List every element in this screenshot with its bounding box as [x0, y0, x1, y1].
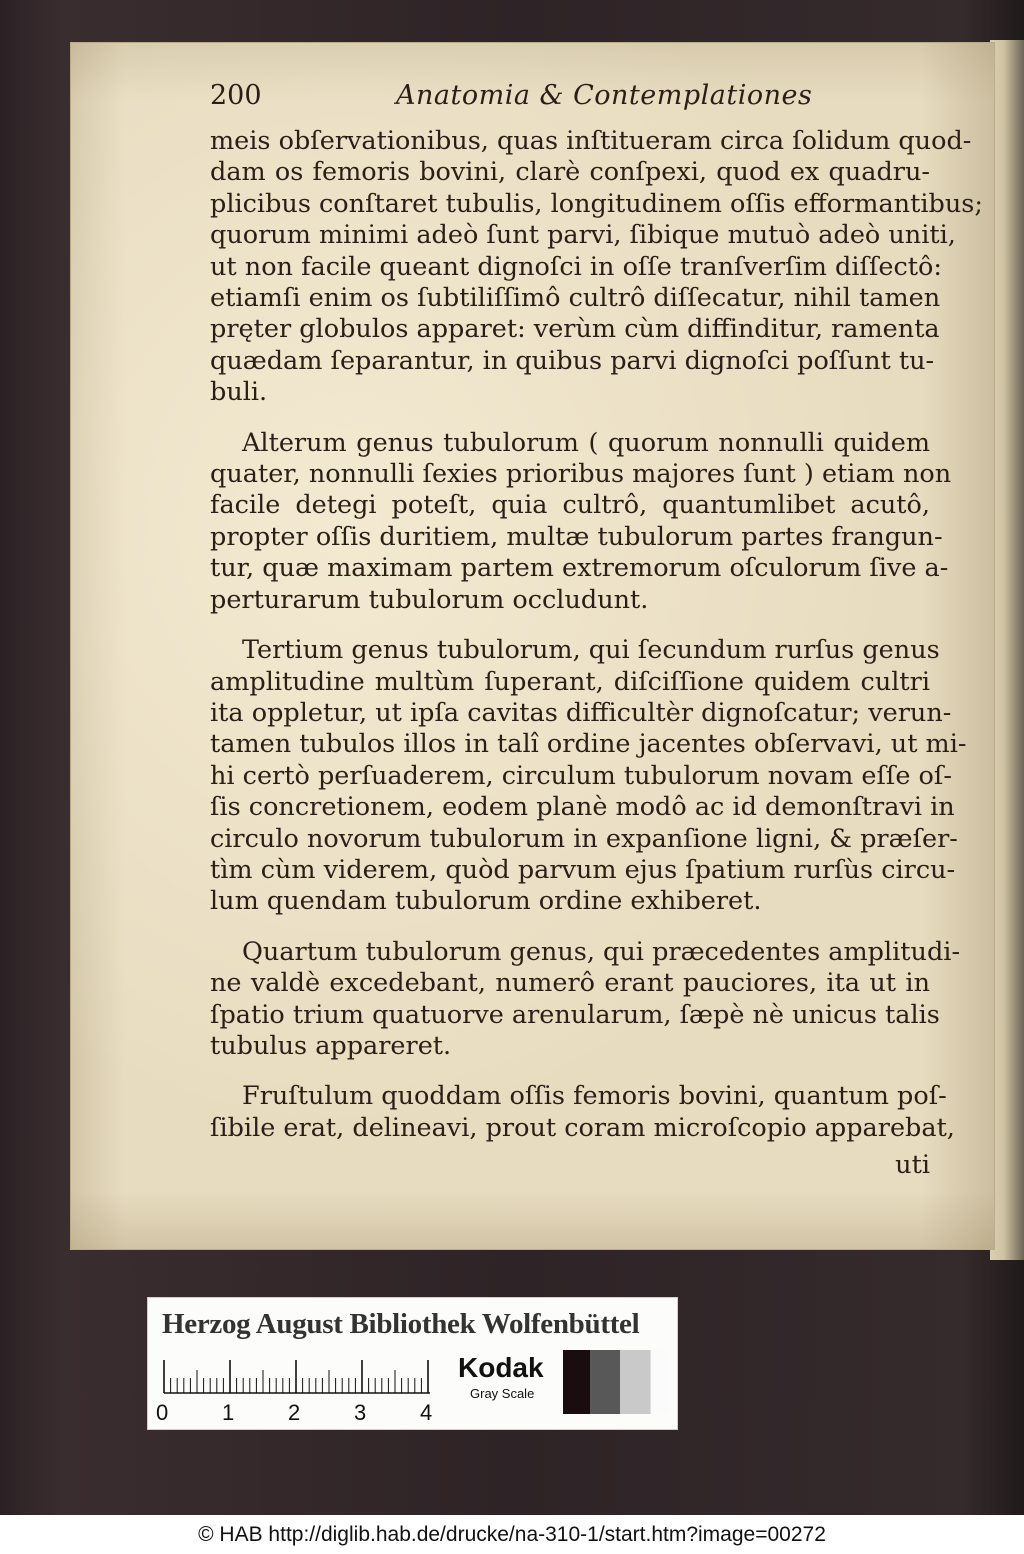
text-line: buli. [210, 377, 268, 408]
paragraph-gap [210, 918, 930, 937]
text-line: pręter globulos apparet: verùm cùm diffinditur, ramenta [210, 314, 940, 345]
paragraph-gap [210, 1062, 930, 1081]
kodak-brand: Kodak [458, 1352, 544, 1383]
text-line: ne valdè excedebant, numerô erant pauciores, ita ut in [210, 968, 930, 999]
ruler-numbers [156, 1400, 456, 1424]
text-line: plicibus conſtaret tubulis, longitudinem oſſis efformantibus; [210, 188, 983, 219]
ruler-number: 4 [420, 1400, 433, 1425]
copyright-footer: © HAB http://diglib.hab.de/drucke/na-310-1/start.htm?image=00272 [0, 1515, 1024, 1554]
text-line: ita oppletur, ut ipſa cavitas difficultèr dignoſcatur; verun- [210, 697, 952, 728]
body-text [210, 126, 983, 1144]
paragraph-gap [210, 616, 930, 635]
text-line: meis obſervationibus, quas inſtitueram circa ſolidum quod- [210, 126, 972, 156]
text-line: tìm cùm viderem, quòd parvum ejus ſpatium rurſùs circu- [210, 854, 956, 885]
text-line: lum quendam tubulorum ordine exhiberet. [210, 886, 762, 917]
page-number: 200 [210, 80, 262, 111]
ruler-number: 1 [222, 1400, 235, 1425]
library-label-card [147, 1297, 678, 1430]
running-title: Anatomia & Contemplationes [396, 80, 813, 111]
text-line: dam os femoris bovini, clarè conſpexi, quod ex quadru- [210, 157, 930, 188]
text-line: facile detegi poteſt, quia cultrô, quantumlibet acutô, [210, 490, 930, 521]
text-line: Quartum tubulorum genus, qui præcedentes amplitudi- [242, 936, 961, 967]
text-line: Alterum genus tubulorum ( quorum nonnulli quidem [242, 427, 930, 458]
library-name: Herzog August Bibliothek Wolfenbüttel [162, 1308, 640, 1340]
text-line: Fruſtulum quoddam oſſis femoris bovini, quantum poſ- [242, 1081, 947, 1112]
text-line: ut non facile queant dignoſci in oſſe tranſverſim diſſectô: [210, 251, 942, 282]
page-header [210, 80, 930, 116]
page-fore-edge [990, 40, 1024, 1260]
text-line: tubulus appareret. [210, 1030, 452, 1061]
text-line: circulo novorum tubulorum in expanſione ligni, & præſer- [210, 823, 958, 854]
text-line: quorum minimi adeò ſunt parvi, ſibique mutuò adeò uniti, [210, 220, 956, 251]
ruler-number: 2 [288, 1400, 301, 1425]
text-line: ſibile erat, delineavi, prout coram microſcopio apparebat, [210, 1112, 955, 1143]
scale-ruler [160, 1360, 440, 1394]
text-line: Tertium genus tubulorum, qui ſecundum rurſus genus [242, 635, 940, 666]
gray-swatch-white [650, 1350, 669, 1414]
text-line: quædam ſeparantur, in quibus parvi dignoſci poſſunt tu- [210, 345, 935, 376]
ruler-number: 0 [156, 1400, 169, 1425]
text-line: etiamſi enim os ſubtiliſſimô cultrô diſſecatur, nihil tamen [210, 283, 941, 314]
catchword: uti [895, 1150, 930, 1180]
gray-swatch-light [620, 1350, 650, 1414]
gray-scale-label: Gray Scale [470, 1386, 535, 1401]
text-line: propter oſſis duritiem, multæ tubulorum partes frangun- [210, 521, 943, 552]
text-line: perturarum tubulorum occludunt. [210, 584, 649, 615]
text-line: ſis concretionem, eodem planè modô ac id demonſtravi in [210, 792, 955, 823]
book-page [70, 42, 995, 1250]
text-line: ſpatio trium quatuorve arenularum, ſæpè nè unicus talis [210, 999, 940, 1030]
gray-swatch-dark [590, 1350, 620, 1414]
text-line: hi certò perſuaderem, circulum tubulorum novam eſſe oſ- [210, 760, 952, 791]
text-line: quater, nonnulli ſexies prioribus majores ſunt ) etiam non [210, 459, 952, 490]
gray-swatch-black [563, 1350, 590, 1414]
paragraph-gap [210, 409, 930, 428]
ruler-number: 3 [354, 1400, 367, 1425]
text-line: tamen tubulos illos in talî ordine jacentes obſervavi, ut mi- [210, 729, 967, 760]
text-line: tur, quæ maximam partem extremorum oſculorum ſive a- [210, 553, 949, 584]
text-line: amplitudine multùm ſuperant, diſciſſione quidem cultri [210, 666, 930, 697]
